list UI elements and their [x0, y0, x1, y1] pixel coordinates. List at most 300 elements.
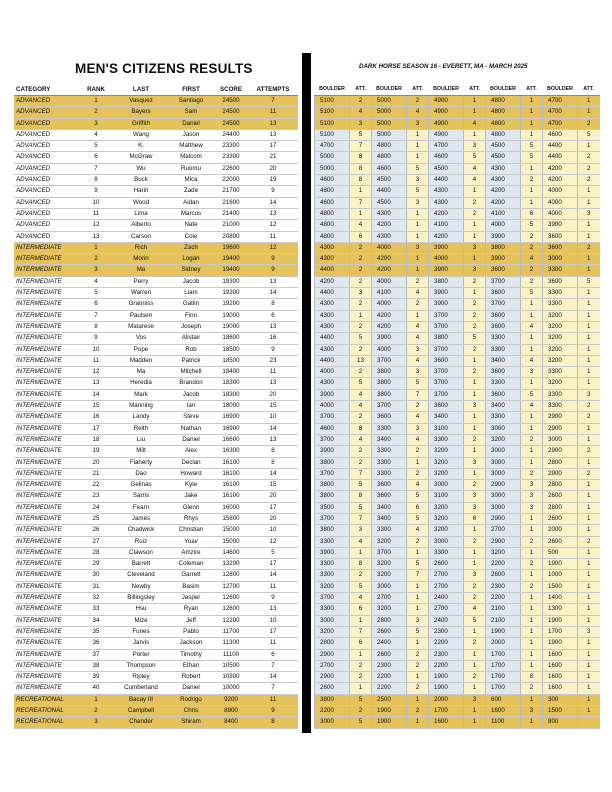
attempt-count-cell: 1 — [464, 107, 486, 118]
category-cell: ADVANCED — [14, 231, 78, 242]
attempt-count-cell: 7 — [350, 626, 372, 637]
boulder-row — [315, 242, 600, 253]
category-cell: INTERMEDIATE — [14, 276, 78, 287]
boulder-score-cell: 4600 — [315, 175, 350, 186]
score-cell: 19000 — [214, 321, 248, 332]
boulder-score-cell: 3600 — [486, 310, 521, 321]
boulder-score-cell: 1600 — [543, 672, 578, 683]
attempt-count-cell: 3 — [407, 615, 429, 626]
boulder-score-cell: 4200 — [543, 175, 578, 186]
boulder-score-cell: 3200 — [372, 536, 407, 547]
boulder-score-cell: 2600 — [543, 513, 578, 524]
boulder-score-cell: 3700 — [486, 276, 521, 287]
boulder-score-cell: 3300 — [543, 389, 578, 400]
result-row — [14, 480, 298, 491]
header-att-2: ATT. — [407, 84, 429, 96]
header-category: CATEGORY — [14, 84, 78, 96]
attempt-count-cell: 5 — [407, 186, 429, 197]
boulder-score-cell: 2400 — [372, 638, 407, 649]
last-name-cell: Sarris — [114, 491, 168, 502]
boulder-score-cell: 4400 — [372, 186, 407, 197]
attempt-count-cell: 2 — [350, 242, 372, 253]
boulder-row — [315, 525, 600, 536]
attempt-count-cell: 1 — [578, 333, 600, 344]
attempt-count-cell: 3 — [521, 491, 543, 502]
attempt-count-cell: 8 — [350, 152, 372, 163]
rank-cell: 34 — [78, 615, 114, 626]
boulder-row — [315, 626, 600, 637]
attempt-count-cell: 7 — [350, 141, 372, 152]
boulder-score-cell: 3300 — [543, 288, 578, 299]
attempts-cell: 13 — [248, 321, 298, 332]
boulder-score-cell: 2400 — [429, 593, 464, 604]
first-name-cell: Daniel — [168, 118, 214, 129]
attempt-count-cell: 1 — [521, 570, 543, 581]
attempt-count-cell: 4 — [464, 163, 486, 174]
first-name-cell: Zade — [168, 186, 214, 197]
result-row — [14, 468, 298, 479]
boulder-row — [315, 310, 600, 321]
attempts-cell: 13 — [248, 129, 298, 140]
score-cell: 21600 — [214, 197, 248, 208]
attempt-count-cell: 1 — [464, 412, 486, 423]
boulder-score-cell: 1700 — [486, 672, 521, 683]
attempt-count-cell: 3 — [464, 242, 486, 253]
boulder-score-cell: 3200 — [372, 559, 407, 570]
attempts-cell: 11 — [248, 581, 298, 592]
rank-cell: 9 — [78, 333, 114, 344]
attempt-count-cell: 2 — [350, 321, 372, 332]
last-name-cell: Fearn — [114, 502, 168, 513]
boulder-score-cell: 4000 — [315, 367, 350, 378]
attempt-count-cell: 4 — [350, 401, 372, 412]
score-cell: 18300 — [214, 389, 248, 400]
attempt-count-cell: 2 — [350, 276, 372, 287]
boulder-score-cell: 4200 — [372, 220, 407, 231]
results-table — [14, 84, 298, 729]
boulder-score-cell: 3000 — [429, 536, 464, 547]
attempt-count-cell: 1 — [578, 355, 600, 366]
category-cell: INTERMEDIATE — [14, 615, 78, 626]
result-row — [14, 434, 298, 445]
attempt-count-cell: 1 — [578, 491, 600, 502]
score-cell: 16100 — [214, 491, 248, 502]
boulder-score-cell: 600 — [486, 694, 521, 705]
attempt-count-cell: 7 — [350, 197, 372, 208]
result-row — [14, 344, 298, 355]
attempts-cell: 20 — [248, 491, 298, 502]
rank-cell: 7 — [78, 163, 114, 174]
attempt-count-cell: 2 — [407, 683, 429, 694]
score-cell: 24500 — [214, 118, 248, 129]
result-row — [14, 615, 298, 626]
attempt-count-cell: 3 — [464, 491, 486, 502]
boulder-score-cell: 3900 — [315, 389, 350, 400]
rank-cell: 2 — [78, 706, 114, 717]
boulder-row — [315, 638, 600, 649]
boulder-score-cell: 3900 — [429, 288, 464, 299]
boulder-score-cell: 4400 — [315, 265, 350, 276]
rank-cell: 2 — [78, 107, 114, 118]
rank-cell: 8 — [78, 175, 114, 186]
rank-cell: 10 — [78, 344, 114, 355]
attempts-cell: 9 — [248, 706, 298, 717]
boulder-score-cell: 2700 — [486, 525, 521, 536]
last-name-cell: Reith — [114, 423, 168, 434]
boulder-score-cell: 3000 — [486, 446, 521, 457]
last-name-cell: K. — [114, 141, 168, 152]
boulder-score-cell: 4800 — [486, 96, 521, 107]
attempt-count-cell: 7 — [407, 570, 429, 581]
attempt-count-cell: 1 — [350, 186, 372, 197]
boulder-score-cell: 3300 — [429, 547, 464, 558]
attempt-count-cell: 1 — [521, 649, 543, 660]
result-row — [14, 220, 298, 231]
boulder-score-cell: 3300 — [315, 536, 350, 547]
last-name-cell: Carson — [114, 231, 168, 242]
boulder-score-cell: 2700 — [429, 570, 464, 581]
first-name-cell: Joseph — [168, 321, 214, 332]
boulder-score-cell: 3400 — [372, 434, 407, 445]
attempt-count-cell: 1 — [407, 694, 429, 705]
category-cell: INTERMEDIATE — [14, 242, 78, 253]
attempt-count-cell: 5 — [464, 152, 486, 163]
attempt-count-cell: 1 — [464, 231, 486, 242]
boulder-score-cell: 1600 — [429, 717, 464, 728]
first-name-cell: Cole — [168, 231, 214, 242]
category-cell: ADVANCED — [14, 141, 78, 152]
attempt-count-cell: 2 — [407, 649, 429, 660]
boulder-score-cell: 4200 — [429, 231, 464, 242]
attempt-count-cell: 4 — [350, 389, 372, 400]
first-name-cell: Jeff — [168, 615, 214, 626]
category-cell: ADVANCED — [14, 197, 78, 208]
boulder-score-cell: 4700 — [543, 118, 578, 129]
rank-cell: 11 — [78, 208, 114, 219]
attempt-count-cell: 1 — [578, 96, 600, 107]
boulder-score-cell: 3700 — [315, 468, 350, 479]
page-title: MEN'S CITIZENS RESULTS — [75, 61, 253, 76]
category-cell: INTERMEDIATE — [14, 468, 78, 479]
boulder-score-cell: 4000 — [372, 344, 407, 355]
rank-cell: 19 — [78, 446, 114, 457]
attempt-count-cell: 1 — [407, 152, 429, 163]
attempt-count-cell: 2 — [521, 581, 543, 592]
result-row — [14, 513, 298, 524]
attempt-count-cell: 2 — [464, 536, 486, 547]
score-cell: 19200 — [214, 299, 248, 310]
boulder-score-cell: 3800 — [315, 480, 350, 491]
attempt-count-cell: 1 — [464, 254, 486, 265]
score-cell: 22600 — [214, 163, 248, 174]
first-name-cell: Glenn — [168, 502, 214, 513]
category-cell: INTERMEDIATE — [14, 423, 78, 434]
score-cell: 21000 — [214, 220, 248, 231]
attempt-count-cell: 6 — [521, 208, 543, 219]
attempt-count-cell: 7 — [350, 468, 372, 479]
attempt-count-cell: 2 — [578, 401, 600, 412]
attempt-count-cell: 4 — [407, 288, 429, 299]
boulder-score-cell: 3000 — [486, 457, 521, 468]
rank-cell: 10 — [78, 197, 114, 208]
attempt-count-cell: 4 — [521, 355, 543, 366]
boulder-score-cell: 3800 — [372, 378, 407, 389]
category-cell: ADVANCED — [14, 163, 78, 174]
boulder-score-cell: 5100 — [315, 96, 350, 107]
rank-cell: 5 — [78, 141, 114, 152]
boulder-score-cell: 4600 — [543, 129, 578, 140]
first-name-cell: Howard — [168, 468, 214, 479]
attempt-count-cell: 13 — [350, 355, 372, 366]
rank-cell: 12 — [78, 367, 114, 378]
boulder-score-cell: 4900 — [429, 118, 464, 129]
rank-cell: 24 — [78, 502, 114, 513]
attempt-count-cell: 4 — [407, 107, 429, 118]
result-row — [14, 412, 298, 423]
attempt-count-cell: 1 — [578, 457, 600, 468]
attempts-cell: 8 — [248, 299, 298, 310]
attempt-count-cell: 1 — [464, 96, 486, 107]
score-cell: 23300 — [214, 141, 248, 152]
boulder-score-cell: 3300 — [372, 446, 407, 457]
attempt-count-cell: 2 — [578, 163, 600, 174]
rank-cell: 27 — [78, 536, 114, 547]
boulder-row — [315, 152, 600, 163]
rank-cell: 23 — [78, 491, 114, 502]
attempt-count-cell: 1 — [464, 626, 486, 637]
category-cell: ADVANCED — [14, 152, 78, 163]
boulder-score-cell: 2300 — [429, 649, 464, 660]
attempt-count-cell: 1 — [521, 593, 543, 604]
rank-cell: 30 — [78, 570, 114, 581]
boulder-score-cell: 4300 — [429, 186, 464, 197]
attempt-count-cell: 1 — [521, 615, 543, 626]
last-name-cell: Landy — [114, 412, 168, 423]
first-name-cell: Alistair — [168, 333, 214, 344]
attempt-count-cell: 1 — [350, 683, 372, 694]
rank-cell: 11 — [78, 355, 114, 366]
category-cell: INTERMEDIATE — [14, 310, 78, 321]
boulder-score-cell: 3700 — [486, 299, 521, 310]
header-boulder-2: BOULDER — [372, 84, 407, 96]
boulder-row — [315, 141, 600, 152]
boulder-score-cell: 3900 — [429, 299, 464, 310]
attempt-count-cell: 1 — [521, 423, 543, 434]
attempt-count-cell: 1 — [407, 581, 429, 592]
boulder-score-cell: 3700 — [315, 513, 350, 524]
attempt-count-cell: 5 — [521, 220, 543, 231]
boulder-score-cell: 3300 — [372, 423, 407, 434]
first-name-cell: Sam — [168, 107, 214, 118]
rank-cell: 9 — [78, 186, 114, 197]
boulder-score-cell: 4200 — [315, 276, 350, 287]
category-cell: INTERMEDIATE — [14, 638, 78, 649]
boulder-score-cell: 3600 — [372, 412, 407, 423]
results-header-row — [14, 84, 298, 96]
score-cell: 19000 — [214, 310, 248, 321]
attempts-cell: 17 — [248, 559, 298, 570]
attempt-count-cell: 5 — [350, 502, 372, 513]
attempt-count-cell: 5 — [578, 276, 600, 287]
boulder-score-cell: 4800 — [372, 141, 407, 152]
last-name-cell: Vos — [114, 333, 168, 344]
category-cell: INTERMEDIATE — [14, 321, 78, 332]
first-name-cell: Brandon — [168, 378, 214, 389]
attempt-count-cell: 2 — [521, 468, 543, 479]
last-name-cell: Morin — [114, 254, 168, 265]
boulder-row — [315, 389, 600, 400]
attempt-count-cell: 4 — [407, 355, 429, 366]
attempt-count-cell: 3 — [578, 208, 600, 219]
category-cell: INTERMEDIATE — [14, 288, 78, 299]
attempt-count-cell: 2 — [521, 559, 543, 570]
boulder-row — [315, 208, 600, 219]
attempt-count-cell: 1 — [521, 344, 543, 355]
attempt-count-cell: 1 — [407, 310, 429, 321]
attempt-count-cell: 1 — [521, 660, 543, 671]
boulder-score-cell: 4400 — [315, 288, 350, 299]
last-name-cell: Milt — [114, 446, 168, 457]
rank-cell: 5 — [78, 288, 114, 299]
attempt-count-cell: 1 — [578, 706, 600, 717]
boulder-score-cell: 4600 — [315, 197, 350, 208]
boulder-score-cell: 4700 — [543, 96, 578, 107]
last-name-cell: Thompson — [114, 660, 168, 671]
boulder-score-cell: 1900 — [372, 717, 407, 728]
attempt-count-cell: 1 — [521, 638, 543, 649]
last-name-cell: Cumberland — [114, 683, 168, 694]
boulder-score-cell: 3200 — [429, 513, 464, 524]
boulder-score-cell: 2700 — [429, 581, 464, 592]
boulder-score-cell: 3900 — [486, 231, 521, 242]
attempt-count-cell: 5 — [407, 491, 429, 502]
attempt-count-cell: 1 — [407, 254, 429, 265]
rank-cell: 15 — [78, 401, 114, 412]
boulder-score-cell: 4200 — [372, 254, 407, 265]
boulder-score-cell: 1900 — [486, 626, 521, 637]
attempt-count-cell: 2 — [350, 96, 372, 107]
boulder-score-cell: 3200 — [429, 525, 464, 536]
first-name-cell: Rob — [168, 344, 214, 355]
attempt-count-cell: 5 — [350, 694, 372, 705]
boulder-score-cell: 4100 — [429, 220, 464, 231]
attempts-cell: 9 — [248, 254, 298, 265]
attempt-count-cell: 4 — [407, 480, 429, 491]
rank-cell: 17 — [78, 423, 114, 434]
boulder-row — [315, 378, 600, 389]
attempt-count-cell: 5 — [521, 141, 543, 152]
attempt-count-cell: 1 — [464, 446, 486, 457]
boulder-score-cell: 2200 — [429, 660, 464, 671]
attempt-count-cell: 2 — [407, 468, 429, 479]
boulder-score-cell: 2600 — [543, 536, 578, 547]
boulder-row — [315, 570, 600, 581]
result-row — [14, 660, 298, 671]
boulder-row — [315, 513, 600, 524]
category-cell: ADVANCED — [14, 220, 78, 231]
first-name-cell: Daniel — [168, 683, 214, 694]
boulder-score-cell: 3800 — [315, 525, 350, 536]
boulder-score-cell: 3800 — [315, 457, 350, 468]
rank-cell: 3 — [78, 265, 114, 276]
boulder-row — [315, 717, 600, 728]
attempt-count-cell: 5 — [350, 378, 372, 389]
boulder-score-cell: 1000 — [543, 570, 578, 581]
boulder-score-cell: 4000 — [543, 208, 578, 219]
boulder-score-cell: 1500 — [543, 706, 578, 717]
attempt-count-cell: 2 — [578, 118, 600, 129]
attempt-count-cell: 1 — [464, 559, 486, 570]
boulder-score-cell: 1900 — [372, 706, 407, 717]
first-name-cell: Matthew — [168, 141, 214, 152]
boulder-score-cell: 3400 — [372, 513, 407, 524]
boulder-score-cell: 3200 — [543, 378, 578, 389]
score-cell: 14600 — [214, 547, 248, 558]
score-cell: 15000 — [214, 525, 248, 536]
last-name-cell: Pope — [114, 344, 168, 355]
attempt-count-cell: 4 — [521, 321, 543, 332]
boulder-row — [315, 480, 600, 491]
score-cell: 19300 — [214, 276, 248, 287]
score-cell: 9200 — [214, 694, 248, 705]
category-cell: ADVANCED — [14, 175, 78, 186]
rank-cell: 16 — [78, 412, 114, 423]
boulder-score-cell: 5000 — [315, 163, 350, 174]
first-name-cell: Jason — [168, 129, 214, 140]
attempt-count-cell: 1 — [578, 265, 600, 276]
attempts-cell: 14 — [248, 288, 298, 299]
boulder-score-cell: 1600 — [543, 660, 578, 671]
category-cell: INTERMEDIATE — [14, 401, 78, 412]
boulder-row — [315, 423, 600, 434]
attempt-count-cell: 2 — [464, 197, 486, 208]
boulder-score-cell: 3700 — [429, 344, 464, 355]
last-name-cell: Heredia — [114, 378, 168, 389]
rank-cell: 26 — [78, 525, 114, 536]
boulder-score-cell: 4800 — [315, 186, 350, 197]
score-cell: 24400 — [214, 129, 248, 140]
attempt-count-cell: 1 — [578, 367, 600, 378]
boulder-score-cell: 1500 — [543, 581, 578, 592]
attempts-cell: 13 — [248, 118, 298, 129]
rank-cell: 13 — [78, 231, 114, 242]
attempts-cell: 6 — [248, 649, 298, 660]
attempts-cell: 14 — [248, 672, 298, 683]
boulder-score-cell: 4300 — [315, 254, 350, 265]
attempt-count-cell: 2 — [350, 344, 372, 355]
boulder-score-cell: 2200 — [429, 638, 464, 649]
boulder-score-cell: 3800 — [372, 389, 407, 400]
boulder-row — [315, 604, 600, 615]
rank-cell: 33 — [78, 604, 114, 615]
attempt-count-cell: 1 — [578, 231, 600, 242]
boulder-score-cell: 3300 — [315, 570, 350, 581]
boulder-score-cell: 2400 — [429, 615, 464, 626]
attempt-count-cell: 2 — [350, 254, 372, 265]
boulder-score-cell: 4300 — [486, 175, 521, 186]
attempt-count-cell: 4 — [350, 536, 372, 547]
first-name-cell: Finn — [168, 310, 214, 321]
boulder-score-cell: 2300 — [429, 626, 464, 637]
category-cell: INTERMEDIATE — [14, 412, 78, 423]
first-name-cell: Yoav — [168, 536, 214, 547]
attempt-count-cell: 6 — [350, 231, 372, 242]
boulder-row — [315, 321, 600, 332]
boulder-score-cell: 3200 — [543, 344, 578, 355]
result-row — [14, 378, 298, 389]
boulder-row — [315, 276, 600, 287]
attempt-count-cell: 2 — [350, 706, 372, 717]
